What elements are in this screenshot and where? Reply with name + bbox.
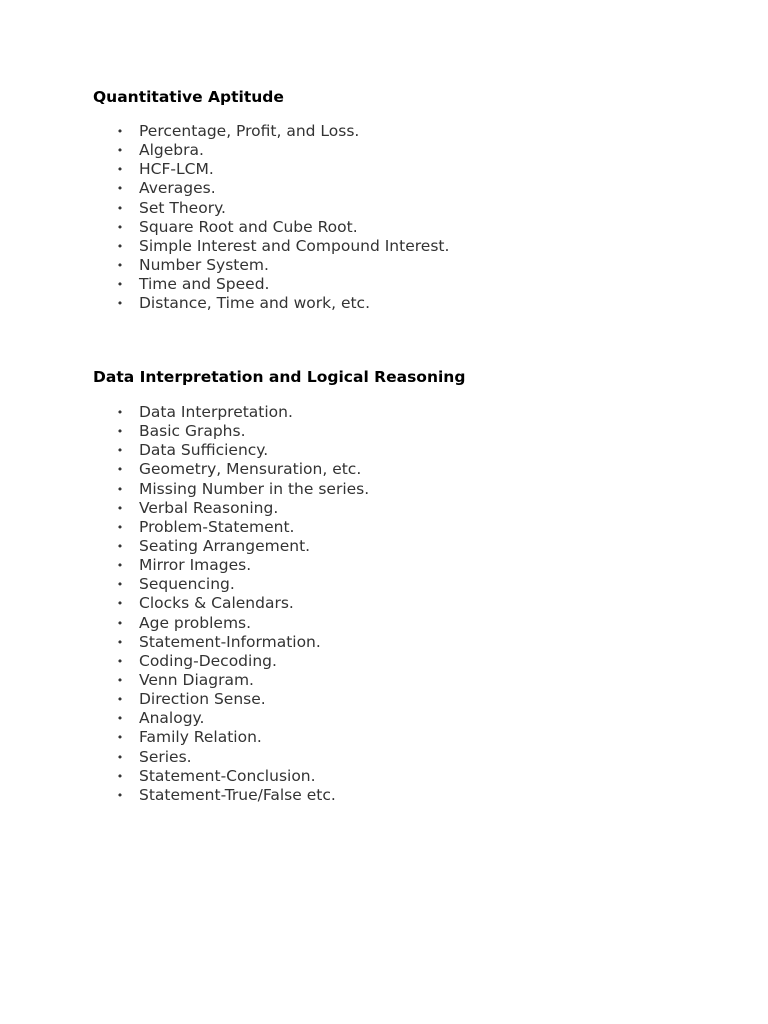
bullet-icon: • — [116, 239, 124, 253]
bullet-icon: • — [116, 444, 124, 458]
section-heading: Data Interpretation and Logical Reasoning — [93, 368, 466, 386]
list-item-text: Percentage, Profit, and Loss. — [139, 122, 360, 140]
list-item — [93, 160, 449, 179]
bullet-icon: • — [116, 297, 124, 311]
list-item — [93, 122, 449, 141]
bullet-icon: • — [116, 635, 124, 649]
bullet-icon: • — [116, 673, 124, 687]
list-item — [93, 422, 369, 441]
list-item-text: Number System. — [139, 255, 269, 274]
list-item-text: Simple Interest and Compound Interest. — [139, 236, 450, 255]
list-item-text: Geometry, Mensuration, etc. — [139, 460, 362, 479]
list-item-text: Coding-Decoding. — [139, 651, 277, 670]
list-item-text: Algebra. — [139, 141, 204, 160]
list-item — [93, 594, 369, 613]
topic-list — [93, 403, 369, 805]
bullet-icon: • — [116, 258, 124, 272]
list-item — [93, 633, 369, 652]
list-item — [93, 199, 449, 218]
list-item-text: Data Interpretation. — [139, 403, 293, 421]
list-item — [93, 237, 449, 256]
bullet-icon: • — [116, 788, 124, 802]
list-item — [93, 767, 369, 786]
topic-list — [93, 122, 449, 313]
bullet-icon: • — [116, 616, 124, 630]
bullet-icon: • — [116, 520, 124, 534]
bullet-icon: • — [116, 201, 124, 215]
list-item-text: Data Sufficiency. — [139, 441, 269, 460]
list-item-text: Averages. — [139, 179, 216, 198]
list-item — [93, 275, 449, 294]
list-item — [93, 709, 369, 728]
list-item — [93, 141, 449, 160]
list-item-text: Missing Number in the series. — [139, 479, 370, 498]
bullet-icon: • — [116, 425, 124, 439]
list-item-text: Distance, Time and work, etc. — [139, 294, 371, 313]
list-item — [93, 786, 369, 805]
list-item — [93, 671, 369, 690]
list-item — [93, 518, 369, 537]
list-item — [93, 256, 449, 275]
list-item — [93, 652, 369, 671]
list-item-text: Problem-Statement. — [139, 517, 295, 536]
bullet-icon: • — [116, 750, 124, 764]
list-item — [93, 556, 369, 575]
list-item-text: HCF-LCM. — [139, 160, 214, 179]
list-item — [93, 537, 369, 556]
bullet-icon: • — [116, 559, 124, 573]
list-item — [93, 294, 449, 313]
list-item-text: Square Root and Cube Root. — [139, 217, 358, 236]
list-item-text: Statement-Conclusion. — [139, 766, 316, 785]
bullet-icon: • — [116, 278, 124, 292]
bullet-icon: • — [116, 731, 124, 745]
list-item-text: Family Relation. — [139, 728, 262, 747]
list-item — [93, 748, 369, 767]
list-item — [93, 403, 369, 422]
bullet-icon: • — [116, 654, 124, 668]
list-item — [93, 728, 369, 747]
bullet-icon: • — [116, 539, 124, 553]
bullet-icon: • — [116, 712, 124, 726]
list-item-text: Series. — [139, 747, 192, 766]
list-item — [93, 499, 369, 518]
list-item-text: Basic Graphs. — [139, 422, 246, 441]
list-item-text: Venn Diagram. — [139, 670, 254, 689]
bullet-icon: • — [116, 769, 124, 783]
list-item — [93, 480, 369, 499]
list-item — [93, 614, 369, 633]
list-item — [93, 218, 449, 237]
list-item-text: Set Theory. — [139, 198, 226, 217]
section-heading: Quantitative Aptitude — [93, 88, 284, 106]
bullet-icon: • — [116, 406, 124, 419]
bullet-icon: • — [116, 693, 124, 707]
list-item-text: Seating Arrangement. — [139, 536, 311, 555]
bullet-icon: • — [116, 125, 124, 138]
list-item-text: Sequencing. — [139, 575, 235, 594]
bullet-icon: • — [116, 220, 124, 234]
section-data-interpretation-logical-reasoning — [93, 367, 733, 804]
bullet-icon: • — [116, 463, 124, 477]
list-item-text: Age problems. — [139, 613, 252, 632]
list-item-text: Direction Sense. — [139, 690, 266, 709]
list-item — [93, 441, 369, 460]
bullet-icon: • — [116, 482, 124, 496]
list-item-text: Mirror Images. — [139, 556, 252, 575]
list-item — [93, 179, 449, 198]
list-item — [93, 460, 369, 479]
list-item-text: Clocks & Calendars. — [139, 594, 294, 613]
bullet-icon: • — [116, 501, 124, 515]
bullet-icon: • — [116, 597, 124, 611]
bullet-icon: • — [116, 163, 124, 177]
list-item — [93, 575, 369, 594]
section-quantitative-aptitude — [93, 87, 733, 313]
bullet-icon: • — [116, 144, 124, 158]
list-item-text: Statement-True/False etc. — [139, 785, 336, 804]
list-item-text: Time and Speed. — [139, 275, 270, 294]
list-item — [93, 690, 369, 709]
bullet-icon: • — [116, 182, 124, 196]
list-item-text: Verbal Reasoning. — [139, 498, 279, 517]
bullet-icon: • — [116, 578, 124, 592]
list-item-text: Analogy. — [139, 709, 205, 728]
list-item-text: Statement-Information. — [139, 632, 321, 651]
